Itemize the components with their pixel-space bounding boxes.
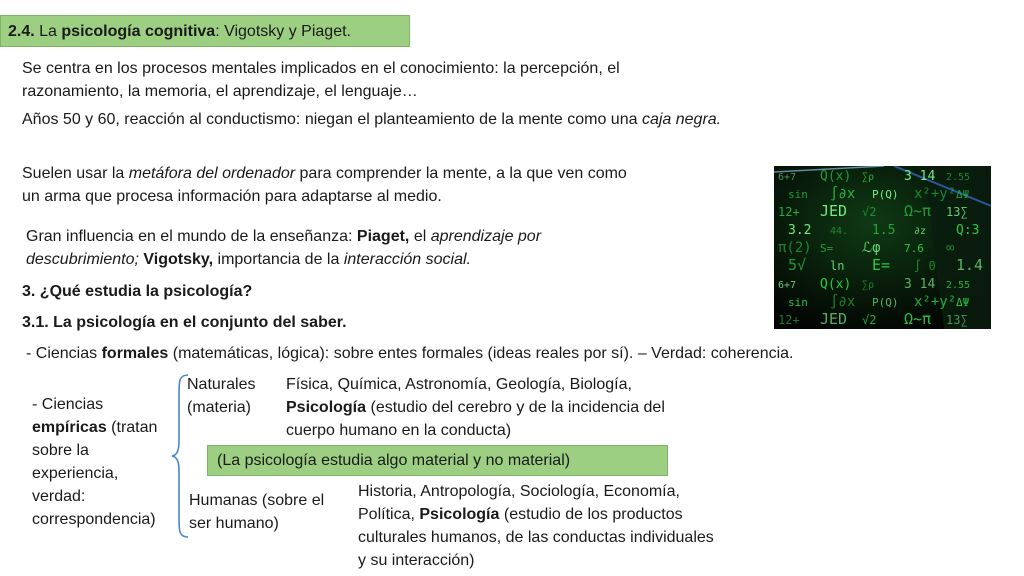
humanas-b: (estudio de los productos culturales humanos, de las conductas individuales y su interacción) [358, 506, 714, 569]
formal-sciences-line [26, 342, 866, 365]
formula-glyph: 6+7 [778, 172, 797, 183]
formula-glyph: 6+7 [778, 280, 797, 291]
formula-glyph: sin [788, 188, 808, 201]
formula-glyph: 2.55 [946, 280, 971, 291]
naturales-bold: Psicología [286, 399, 367, 416]
formula-glyph: JED [820, 202, 848, 220]
heading-psychology-knowledge: 3.1. La psicología en el conjunto del saber. [22, 314, 347, 331]
empiricas-a: - Ciencias [32, 396, 104, 413]
formula-glyph: 1.5 [872, 223, 896, 238]
formula-glyph: Ω~π [904, 310, 932, 328]
paragraph-computer-metaphor [22, 162, 647, 208]
formula-glyph: 3 14 [904, 169, 936, 184]
human-sciences-list [358, 480, 718, 572]
p4-vigotsky: Vigotsky, [143, 251, 214, 268]
p4-emphasis-2: interacción social. [343, 251, 471, 268]
title-bold: psicología cognitiva [61, 23, 216, 40]
formula-glyph: 3.2 [788, 223, 812, 238]
title-pre: La [39, 23, 57, 40]
p4-text-b: el [413, 228, 427, 245]
formula-glyph: 12+ [778, 205, 800, 219]
formula-glyph: 44. [830, 226, 849, 237]
formula-glyph: 13∑ [946, 205, 968, 219]
formales-b: (matemáticas, lógica): sobre entes formales (ideas reales por sí). – Verdad: coherencia. [172, 345, 794, 362]
formales-bold: formales [101, 345, 169, 362]
formula-glyph: 7.6 [904, 242, 924, 255]
formula-glyph: ∫ 0 [914, 259, 936, 273]
p3-text-a: Suelen usar la [22, 165, 125, 182]
formula-glyph: ΔΨ [956, 188, 970, 201]
formula-glyph: 5√ [788, 256, 807, 274]
formula-glyph: ∂z [914, 226, 927, 237]
formula-glyph: 13∑ [946, 313, 968, 327]
formula-glyph: sin [788, 296, 808, 309]
formula-glyph: ℒφ [862, 240, 881, 256]
formula-glyph: ∑ρ [862, 280, 875, 291]
formula-glyph: x²+y² [914, 186, 957, 202]
humanas-a: Historia, Antropología, Sociología, Economía, Política, [358, 483, 680, 523]
paragraph-mental-processes [22, 57, 702, 103]
formula-glyph: P(Q) [872, 188, 899, 201]
p4-text-c: importancia de la [217, 251, 340, 268]
section-title [0, 15, 410, 47]
formula-glyph: E= [872, 256, 891, 274]
formula-glyph: ln [830, 259, 845, 273]
empiricas-bold: empíricas [32, 419, 107, 436]
empiricas-b: (tratan sobre la experiencia, verdad: correspondencia) [32, 419, 158, 528]
formula-glyph: Q(x) [820, 277, 852, 292]
p1-text: Se centra en los procesos mentales implicados en el conocimiento: la percepción, el razonamiento, la memoria, el aprendizaje, el lenguaje… [22, 60, 620, 100]
empirical-sciences-block [32, 393, 174, 531]
formula-glyph: ∫∂x [830, 186, 856, 202]
paragraph-education-influence [26, 225, 616, 271]
formula-glyph: P(Q) [872, 296, 899, 309]
p3-text-b: para comprender la mente, a la que ven como un arma que procesa información para adaptarse al medio. [22, 165, 627, 205]
formula-glyph: ∞ [946, 240, 955, 256]
human-sciences-label: Humanas (sobre el ser humano) [189, 492, 325, 532]
naturales-b: (estudio del cerebro y de la incidencia del cuerpo humano en la conducta) [286, 399, 665, 439]
formula-glyph: 3 14 [904, 277, 936, 292]
formula-glyph: ∑ρ [862, 172, 875, 183]
p3-emphasis: metáfora del ordenador [128, 165, 296, 182]
formula-glyph: 12+ [778, 313, 800, 327]
naturales-a: Física, Química, Astronomía, Geología, Biología, [286, 376, 632, 393]
formula-glyph: 2.55 [946, 172, 971, 183]
formula-glyph: ∫∂x [830, 294, 856, 310]
formula-glyph: π(2) [778, 240, 812, 256]
p4-piaget: Piaget, [356, 228, 410, 245]
formula-glyph: 1.4 [956, 256, 984, 274]
formula-glyph: x²+y² [914, 294, 957, 310]
math-formulas-image [774, 166, 991, 329]
formula-glyph: √2 [862, 205, 877, 219]
formula-glyph: √2 [862, 313, 877, 327]
p2-emphasis: caja negra. [641, 111, 722, 128]
title-number: 2.4. [8, 23, 35, 40]
formula-glyph: ΔΨ [956, 296, 970, 309]
heading-what-studies: 3. ¿Qué estudia la psicología? [22, 283, 253, 300]
formula-glyph: Ω~π [904, 202, 932, 220]
formula-glyph: Q:3 [956, 223, 980, 238]
math-formulas-svg [774, 166, 991, 329]
p4-text-a: Gran influencia en el mundo de la enseñanza: [26, 228, 353, 245]
formula-glyph: Q(x) [820, 169, 852, 184]
humanas-bold: Psicología [419, 506, 500, 523]
material-note-box: (La psicología estudia algo material y no material) [207, 445, 668, 476]
title-rest: : Vigotsky y Piaget. [215, 23, 351, 40]
formula-glyph: S= [820, 242, 834, 255]
formales-a: - Ciencias [26, 345, 98, 362]
paragraph-behaviorism-reaction [22, 108, 722, 131]
p4-emphasis-1: aprendizaje por descubrimiento; [26, 228, 542, 268]
p2-text: Años 50 y 60, reacción al conductismo: niegan el planteamiento de la mente como una [22, 111, 638, 128]
formula-glyph: JED [820, 310, 848, 328]
natural-sciences-label: Naturales (materia) [187, 376, 256, 416]
natural-sciences-list [286, 373, 681, 442]
